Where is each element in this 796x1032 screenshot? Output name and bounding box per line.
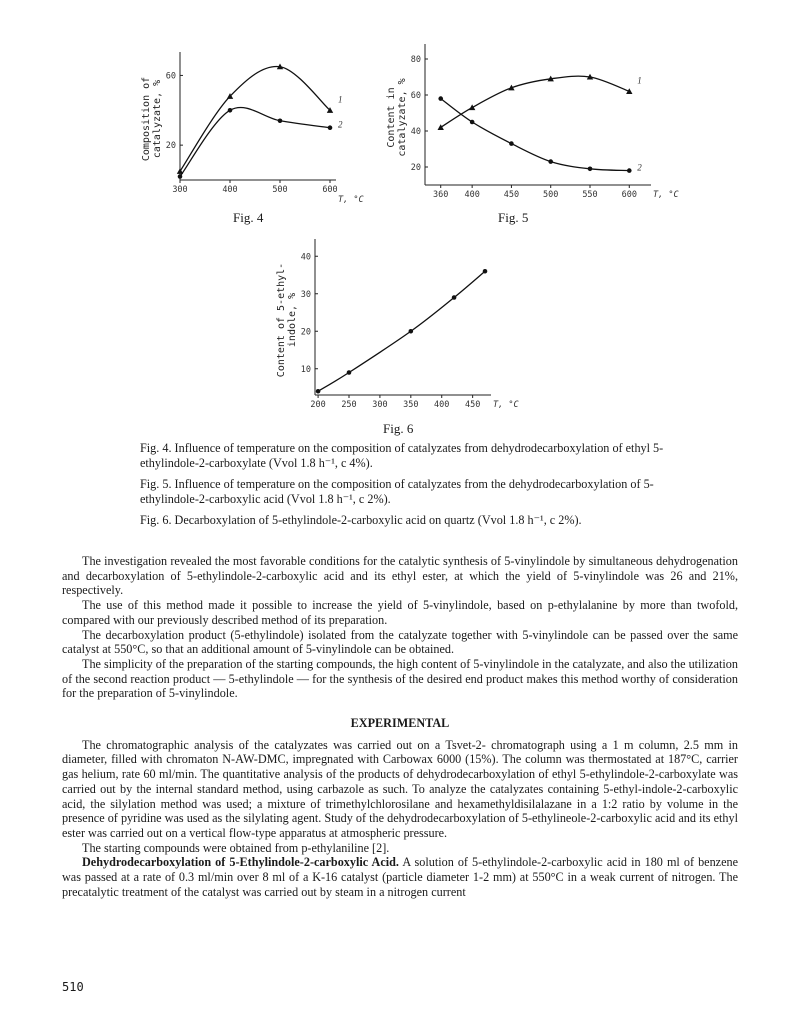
figure-4 [135, 40, 364, 210]
x-tick-label: 250 [341, 400, 357, 410]
fig5-chart [380, 40, 679, 210]
data-point [588, 167, 593, 172]
figure-captions [140, 441, 670, 534]
figure-5 [380, 40, 679, 210]
data-point [548, 159, 553, 164]
data-point [228, 108, 233, 113]
paragraph: The investigation revealed the most favorable conditions for the catalytic synthesis of 5-vinylindole by simultaneous dehydrogenation and decarboxylation of 5-ethylindole-2-carboxylic acid and its ethyl ester, at which the yield of 5-vinylindole was 26 and 21%, respectively. [62, 554, 738, 598]
fig4-label: Fig. 4 [233, 210, 264, 225]
x-tick-label: 350 [403, 400, 419, 410]
data-point [409, 329, 414, 334]
caption-fig4: Fig. 4. Influence of temperature on the composition of catalyzates from dehydrodecarboxylation of ethyl 5-ethylindole-2-carboxylate (Vvol 1.8 h⁻¹, c 4%). [140, 441, 664, 470]
data-point [469, 104, 475, 110]
y-tick-label: 80 [410, 55, 421, 65]
data-point [347, 370, 352, 375]
series-label: 2 [338, 119, 343, 130]
x-tick-label: 300 [372, 400, 388, 410]
section-heading: EXPERIMENTAL [350, 716, 450, 731]
data-point [627, 168, 632, 173]
x-tick-label: 400 [222, 185, 238, 195]
paragraph: The use of this method made it possible to increase the yield of 5-vinylindole, based on p-ethylalanine by more than twofold, compared with our previously described method of its preparation. [62, 598, 738, 627]
data-point [178, 174, 183, 179]
series-line [180, 108, 330, 177]
x-tick-label: 400 [464, 190, 480, 200]
x-tick-label: 550 [582, 190, 598, 200]
paragraph [62, 855, 738, 899]
y-axis-label-line: Content of 5-ethyl- [276, 262, 287, 378]
paragraph: The simplicity of the preparation of the starting compounds, the high content of 5-vinylindole in the catalyzate, and also the utilization of the second reaction product — 5-ethylindole — for the synthesis of the desired end product makes this method worthy of consideration for the preparation of 5-vinylindole. [62, 656, 738, 701]
x-tick-label: 500 [272, 185, 288, 195]
paragraph-text: A solution of 5-ethylindole-2-carboxylic acid in 180 ml of benzene was passed at a rate of 0.3 ml/min over 8 ml of a K-16 catalyst (particle diameter 1-2 mm) at 550°C in a weak current of nitrogen. The precatalytic treatment of the catalyst was carried out by steam in a nitrogen current [62, 855, 738, 899]
x-tick-label: 600 [621, 190, 637, 200]
data-point [438, 124, 444, 130]
data-point [316, 389, 321, 394]
y-tick-label: 10 [300, 364, 311, 375]
y-axis-label-line: Content in [386, 87, 397, 148]
y-axis-label [141, 77, 163, 161]
series-label: 2 [637, 162, 642, 173]
x-axis-label: T, °C [493, 400, 519, 410]
article-body [62, 554, 738, 899]
data-point [452, 295, 457, 300]
page-number: 510 [62, 980, 84, 994]
y-axis-label-line: Composition of [141, 76, 152, 162]
data-point [328, 125, 333, 130]
y-axis-label [276, 263, 298, 377]
fig6-label: Fig. 6 [383, 421, 414, 436]
y-tick-label: 60 [410, 91, 421, 101]
caption-fig6: Fig. 6. Decarboxylation of 5-ethylindole-2-carboxylic acid on quartz (Vvol 1.8 h⁻¹, c 2%). [140, 513, 582, 527]
x-tick-label: 400 [434, 400, 450, 410]
y-axis-label [386, 78, 408, 156]
y-axis-label-line: catalyzate, % [397, 78, 408, 157]
x-axis-label: T, °C [653, 190, 679, 200]
y-axis-label-line: indole, % [287, 292, 298, 348]
y-tick-label: 40 [410, 127, 421, 137]
x-tick-label: 300 [172, 185, 188, 195]
fig4-chart [135, 40, 364, 210]
paragraph: The chromatographic analysis of the catalyzates was carried out on a Tsvet-2- chromatograph using a 1 m column, 2.5 mm in diameter, filled with chromaton N-AW-DMC, impregnated with Carbowax 6000 (15%). The column was thermostated at 187°C, carrier gas helium, rate 60 ml/min. The quantitative analysis of the products of dehydrodecarboxylation of ethyl 5-ethylindole-2-carboxylate was carried out by the internal standard method, using carbazole as such. To analyze the catalyzates containing 5-ethyl-indole-2-carboxylic acid, the silylation method was used; a mixture of trimethylchlorosilane and hexamethyldisilalazane in a 1:2 ratio by volume in the presence of pyridine was used as the silylating agent. Study of the dehydrodecarboxylation of 5-ethylineole-2-carboxylic acid and its ethyl ester was carried out on a vertical flow-type apparatus at atmospheric pressure. [62, 737, 738, 840]
fig6-chart [270, 235, 519, 425]
y-tick-label: 20 [165, 141, 176, 152]
series-label: 1 [637, 75, 642, 86]
caption-fig5: Fig. 5. Influence of temperature on the composition of catalyzates from the dehydrodecarboxylation of 5-ethylindole-2-carboxylic acid (Vvol 1.8 h⁻¹, c 2%). [140, 477, 654, 506]
runin-heading: Dehydrodecarboxylation of 5-Ethylindole-2-carboxylic Acid. [82, 855, 399, 870]
series-line [180, 66, 330, 171]
figure-6 [270, 235, 519, 425]
y-tick-label: 20 [300, 327, 311, 338]
data-point [483, 269, 488, 274]
data-point [470, 120, 475, 125]
x-tick-label: 450 [503, 190, 520, 200]
y-tick-label: 60 [165, 71, 176, 82]
x-tick-label: 450 [464, 400, 481, 410]
y-axis-label-line: catalyzate, % [152, 79, 163, 159]
data-point [438, 96, 443, 101]
series-line [318, 271, 485, 391]
paragraph: The decarboxylation product (5-ethylindole) isolated from the catalyzate together with 5-vinylindole can be passed over the same catalyst at 550°C, so that an additional amount of 5-vinylindole can be obtained. [62, 627, 738, 657]
y-tick-label: 20 [410, 163, 421, 173]
fig5-label: Fig. 5 [498, 210, 529, 225]
data-point [509, 141, 514, 146]
series-label: 1 [338, 94, 343, 105]
x-tick-label: 360 [433, 190, 449, 200]
x-axis-label: T, °C [338, 195, 364, 205]
x-tick-label: 200 [310, 400, 326, 410]
y-tick-label: 40 [300, 252, 311, 263]
data-point [278, 118, 283, 123]
x-tick-label: 500 [543, 190, 559, 200]
y-tick-label: 30 [300, 289, 311, 300]
x-tick-label: 600 [322, 185, 338, 195]
paragraph: The starting compounds were obtained from p-ethylaniline [2]. [82, 840, 390, 855]
